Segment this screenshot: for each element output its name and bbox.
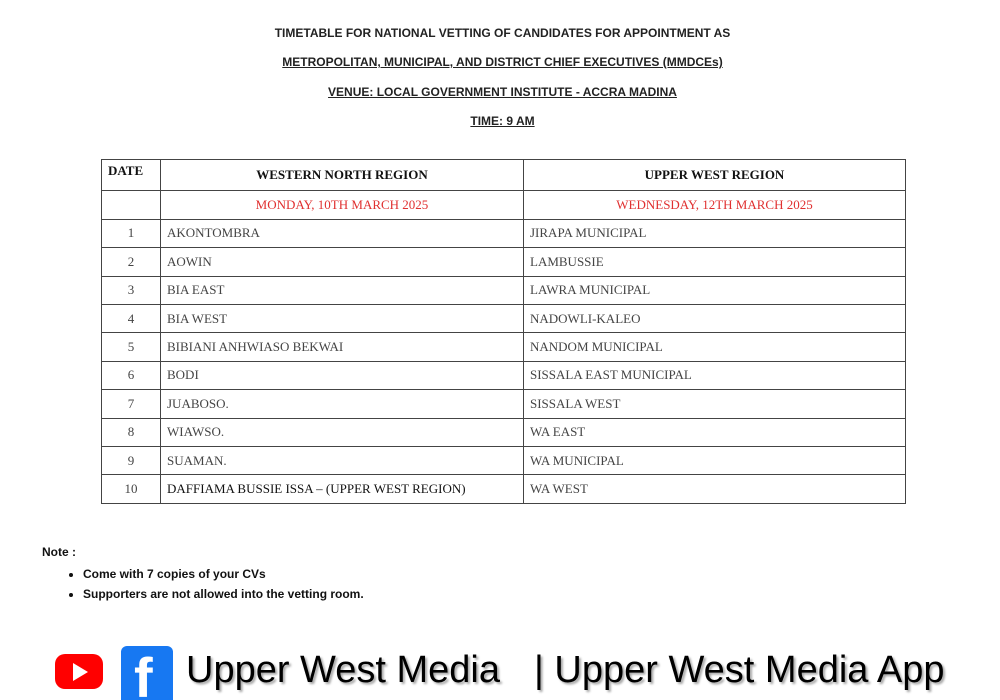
western-north-district: WIAWSO. — [161, 418, 524, 446]
upper-west-district: WA MUNICIPAL — [524, 446, 906, 474]
row-number: 5 — [102, 333, 161, 361]
note-label: Note : — [42, 545, 76, 559]
column-header-western-north: WESTERN NORTH REGION — [161, 160, 524, 191]
row-number: 4 — [102, 304, 161, 332]
time-line: TIME: 9 AM — [470, 114, 535, 128]
table-date-row — [102, 191, 906, 219]
upper-west-district: SISSALA WEST — [524, 390, 906, 418]
upper-west-district: WA EAST — [524, 418, 906, 446]
table-row — [102, 475, 906, 503]
western-north-district: BIBIANI ANHWIASO BEKWAI — [161, 333, 524, 361]
upper-west-district: NADOWLI-KALEO — [524, 304, 906, 332]
table-row — [102, 390, 906, 418]
western-north-district: BIA WEST — [161, 304, 524, 332]
document-title: TIMETABLE FOR NATIONAL VETTING OF CANDIDATES FOR APPOINTMENT AS — [274, 26, 731, 40]
date-upper-west: WEDNESDAY, 12TH MARCH 2025 — [524, 191, 906, 219]
table-header-row — [102, 160, 906, 191]
table-row — [102, 418, 906, 446]
vetting-timetable — [101, 159, 906, 504]
western-north-district: AKONTOMBRA — [161, 219, 524, 247]
row-number: 8 — [102, 418, 161, 446]
row-number: 9 — [102, 446, 161, 474]
column-header-date: DATE — [102, 160, 161, 191]
table-row — [102, 361, 906, 389]
footer-watermark — [0, 640, 1000, 700]
table-row — [102, 446, 906, 474]
brand-name: Upper West Media — [186, 649, 500, 691]
youtube-icon — [55, 654, 103, 689]
document-subtitle: METROPOLITAN, MUNICIPAL, AND DISTRICT CHIEF EXECUTIVES (MMDCEs) — [282, 55, 723, 69]
upper-west-district: WA WEST — [524, 475, 906, 503]
western-north-district: JUABOSO. — [161, 390, 524, 418]
date-western-north: MONDAY, 10TH MARCH 2025 — [161, 191, 524, 219]
western-north-district: BODI — [161, 361, 524, 389]
table-row — [102, 333, 906, 361]
facebook-icon: f — [121, 646, 173, 700]
upper-west-district: SISSALA EAST MUNICIPAL — [524, 361, 906, 389]
table-row — [102, 248, 906, 276]
note-item: • Supporters are not allowed into the vetting room. — [83, 585, 364, 605]
upper-west-district: JIRAPA MUNICIPAL — [524, 219, 906, 247]
row-number: 1 — [102, 219, 161, 247]
row-number: 2 — [102, 248, 161, 276]
row-number: 3 — [102, 276, 161, 304]
upper-west-district: LAMBUSSIE — [524, 248, 906, 276]
note-item: • Come with 7 copies of your CVs — [83, 565, 364, 585]
western-north-district: BIA EAST — [161, 276, 524, 304]
row-number: 10 — [102, 475, 161, 503]
column-header-upper-west: UPPER WEST REGION — [524, 160, 906, 191]
upper-west-district: NANDOM MUNICIPAL — [524, 333, 906, 361]
western-north-district: AOWIN — [161, 248, 524, 276]
row-number: 6 — [102, 361, 161, 389]
table-row — [102, 304, 906, 332]
brand-app-name: | Upper West Media App — [534, 649, 945, 691]
notes-list — [60, 565, 364, 604]
table-row — [102, 276, 906, 304]
venue-line: VENUE: LOCAL GOVERNMENT INSTITUTE - ACCRA MADINA — [328, 85, 677, 99]
row-number: 7 — [102, 390, 161, 418]
table-row — [102, 219, 906, 247]
empty-cell — [102, 191, 161, 219]
upper-west-district: LAWRA MUNICIPAL — [524, 276, 906, 304]
western-north-district: SUAMAN. — [161, 446, 524, 474]
western-north-district: DAFFIAMA BUSSIE ISSA – (UPPER WEST REGION) — [161, 475, 524, 503]
